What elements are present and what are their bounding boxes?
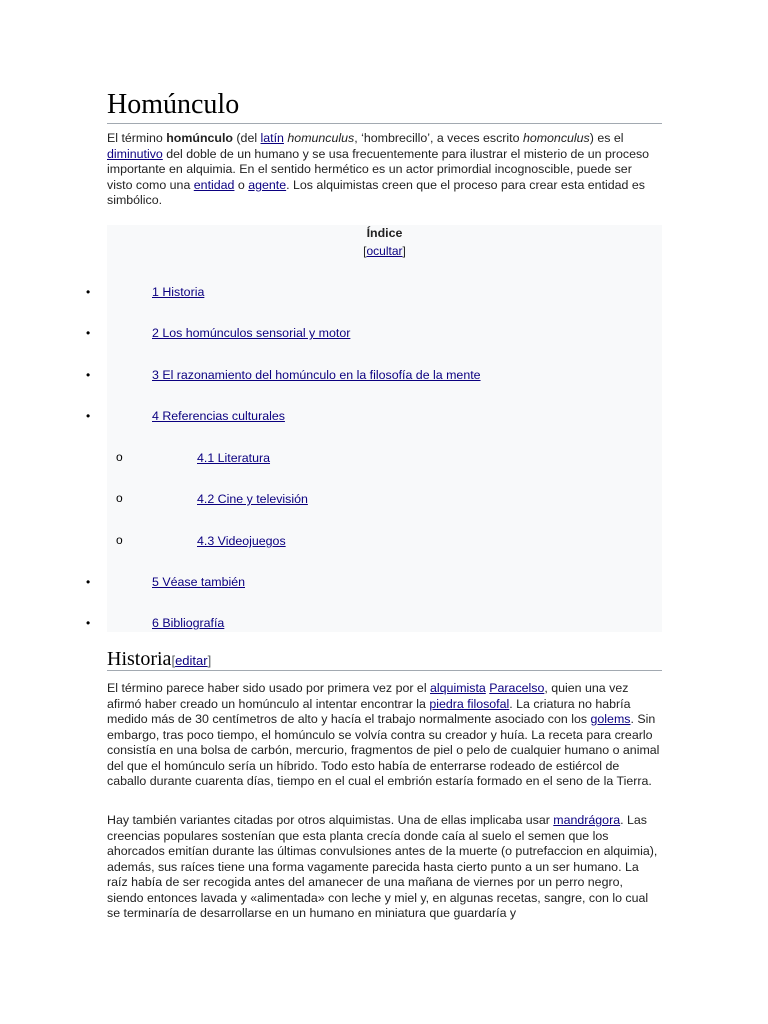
- toc-item[interactable]: 4 Referencias culturales: [152, 409, 285, 423]
- text-run: , quien una vez afirmó haber creado un homúnculo al intentar encontrar la: [107, 681, 629, 711]
- toc-item[interactable]: 3 El razonamiento del homúnculo en la filosofía de la mente: [152, 368, 481, 382]
- toc-item[interactable]: 4.3 Videojuegos: [197, 534, 286, 548]
- italic-term: homonculus: [522, 131, 590, 145]
- toc-toggle: [107, 244, 662, 258]
- inline-link[interactable]: piedra filosofal: [429, 696, 510, 711]
- toc-bullet: •: [86, 326, 91, 340]
- toc-bullet: •: [86, 575, 91, 589]
- text-run: . La criatura no habría medido más de 30 centímetros de alto y hacía el trabajo normalmente asociado con los: [107, 696, 631, 726]
- text-run: . Los alquimistas creen que el proceso para crear esta entidad es simbólico.: [107, 177, 645, 207]
- toc-bullet: •: [86, 616, 91, 630]
- inline-link[interactable]: entidad: [193, 177, 235, 192]
- text-run: o: [234, 177, 249, 192]
- toc-title: Índice: [366, 226, 403, 240]
- text-run: Hay también variantes citadas por otros alquimistas. Una de ellas implicaba usar: [107, 813, 554, 827]
- toc-sub-bullet: o: [116, 450, 123, 464]
- toc-bullet: •: [86, 285, 91, 299]
- historia-paragraph-1: [107, 681, 660, 790]
- toc-bullet: •: [86, 409, 91, 423]
- text-run: . Las creencias populares sostenían que esta planta crecía donde caía al suelo el semen que los ahorcados emitían durante las últimas convulsiones antes de la muerte (o putrefaccion en alquimia), además, sus raíces tiene una forma vagamente parecida hasta cierto punto a un ser humano. La raíz había de ser recogida antes del amanecer de una mañana de viernes por un perro negro, siendo entonces lavada y «alimentada» con leche y miel y, en algunas recetas, sangre, con lo cual se terminaría de desarrollarse en un humano en miniatura que guardaría y: [107, 813, 658, 920]
- section-edit-bracket-open: [: [171, 653, 176, 668]
- inline-link[interactable]: mandrágora: [553, 813, 621, 827]
- toc-sub-bullet: o: [116, 533, 123, 547]
- toc-toggle-bracket-open: [: [363, 244, 367, 258]
- toc-bullet: •: [86, 368, 91, 382]
- section-edit-bracket-close: ]: [207, 653, 212, 668]
- toc-item[interactable]: 5 Véase también: [152, 575, 245, 589]
- inline-link[interactable]: latín: [260, 131, 284, 145]
- inline-link[interactable]: golems: [590, 712, 631, 726]
- bold-term: homúnculo: [166, 131, 233, 145]
- intro-paragraph: [107, 131, 660, 209]
- toc-item[interactable]: 6 Bibliografía: [152, 616, 225, 630]
- inline-link[interactable]: diminutivo: [107, 146, 163, 161]
- text-run: El término: [107, 131, 167, 145]
- page-title: Homúnculo: [107, 89, 240, 120]
- section-edit-link[interactable]: editar: [175, 653, 208, 668]
- inline-link[interactable]: agente: [248, 177, 287, 192]
- toc-hide-link[interactable]: ocultar: [366, 244, 403, 258]
- inline-link[interactable]: Paracelso: [489, 681, 545, 695]
- toc-sub-bullet: o: [116, 491, 123, 505]
- toc-item[interactable]: 4.1 Literatura: [197, 451, 271, 465]
- section-divider: [107, 670, 662, 671]
- text-run: . Sin embargo, tras poco tiempo, el homúnculo se volvía contra su creador y huía. La receta para crearlo consistía en una bolsa de carbón, mercurio, fragmentos de piel o pelo de cualquier humano o animal del que el homúnculo sería un híbrido. Todo esto había de enterrarse rodeado de estiércol de caballo durante cuarenta días, tiempo en el cual el embrión estaría formado en el seno de la Tierra.: [107, 712, 660, 788]
- text-run: ) es el: [589, 131, 624, 145]
- italic-term: homunculus: [287, 131, 355, 145]
- historia-paragraph-2: [107, 813, 660, 922]
- toc-item[interactable]: 1 Historia: [152, 285, 205, 299]
- text-run: del doble de un humano y se usa frecuentemente para ilustrar el misterio de un proceso importante en alquimia. En el sentido hermético es un actor primordial incognoscible, puede ser visto como una: [107, 146, 650, 192]
- toc-sublist-box: [114, 427, 662, 551]
- toc-item[interactable]: 2 Los homúnculos sensorial y motor: [152, 326, 351, 340]
- text-run: El término parece haber sido usado por primera vez por el: [107, 681, 431, 695]
- toc-toggle-bracket-close: ]: [402, 244, 406, 258]
- toc-item[interactable]: 4.2 Cine y televisión: [197, 492, 308, 506]
- section-edit: [171, 653, 211, 668]
- inline-link[interactable]: alquimista: [430, 681, 486, 695]
- text-run: , ‘hombrecillo’, a veces escrito: [354, 131, 523, 145]
- section-heading-label: Historia: [107, 648, 172, 670]
- text-run: (del: [232, 131, 261, 145]
- title-divider: [107, 123, 662, 124]
